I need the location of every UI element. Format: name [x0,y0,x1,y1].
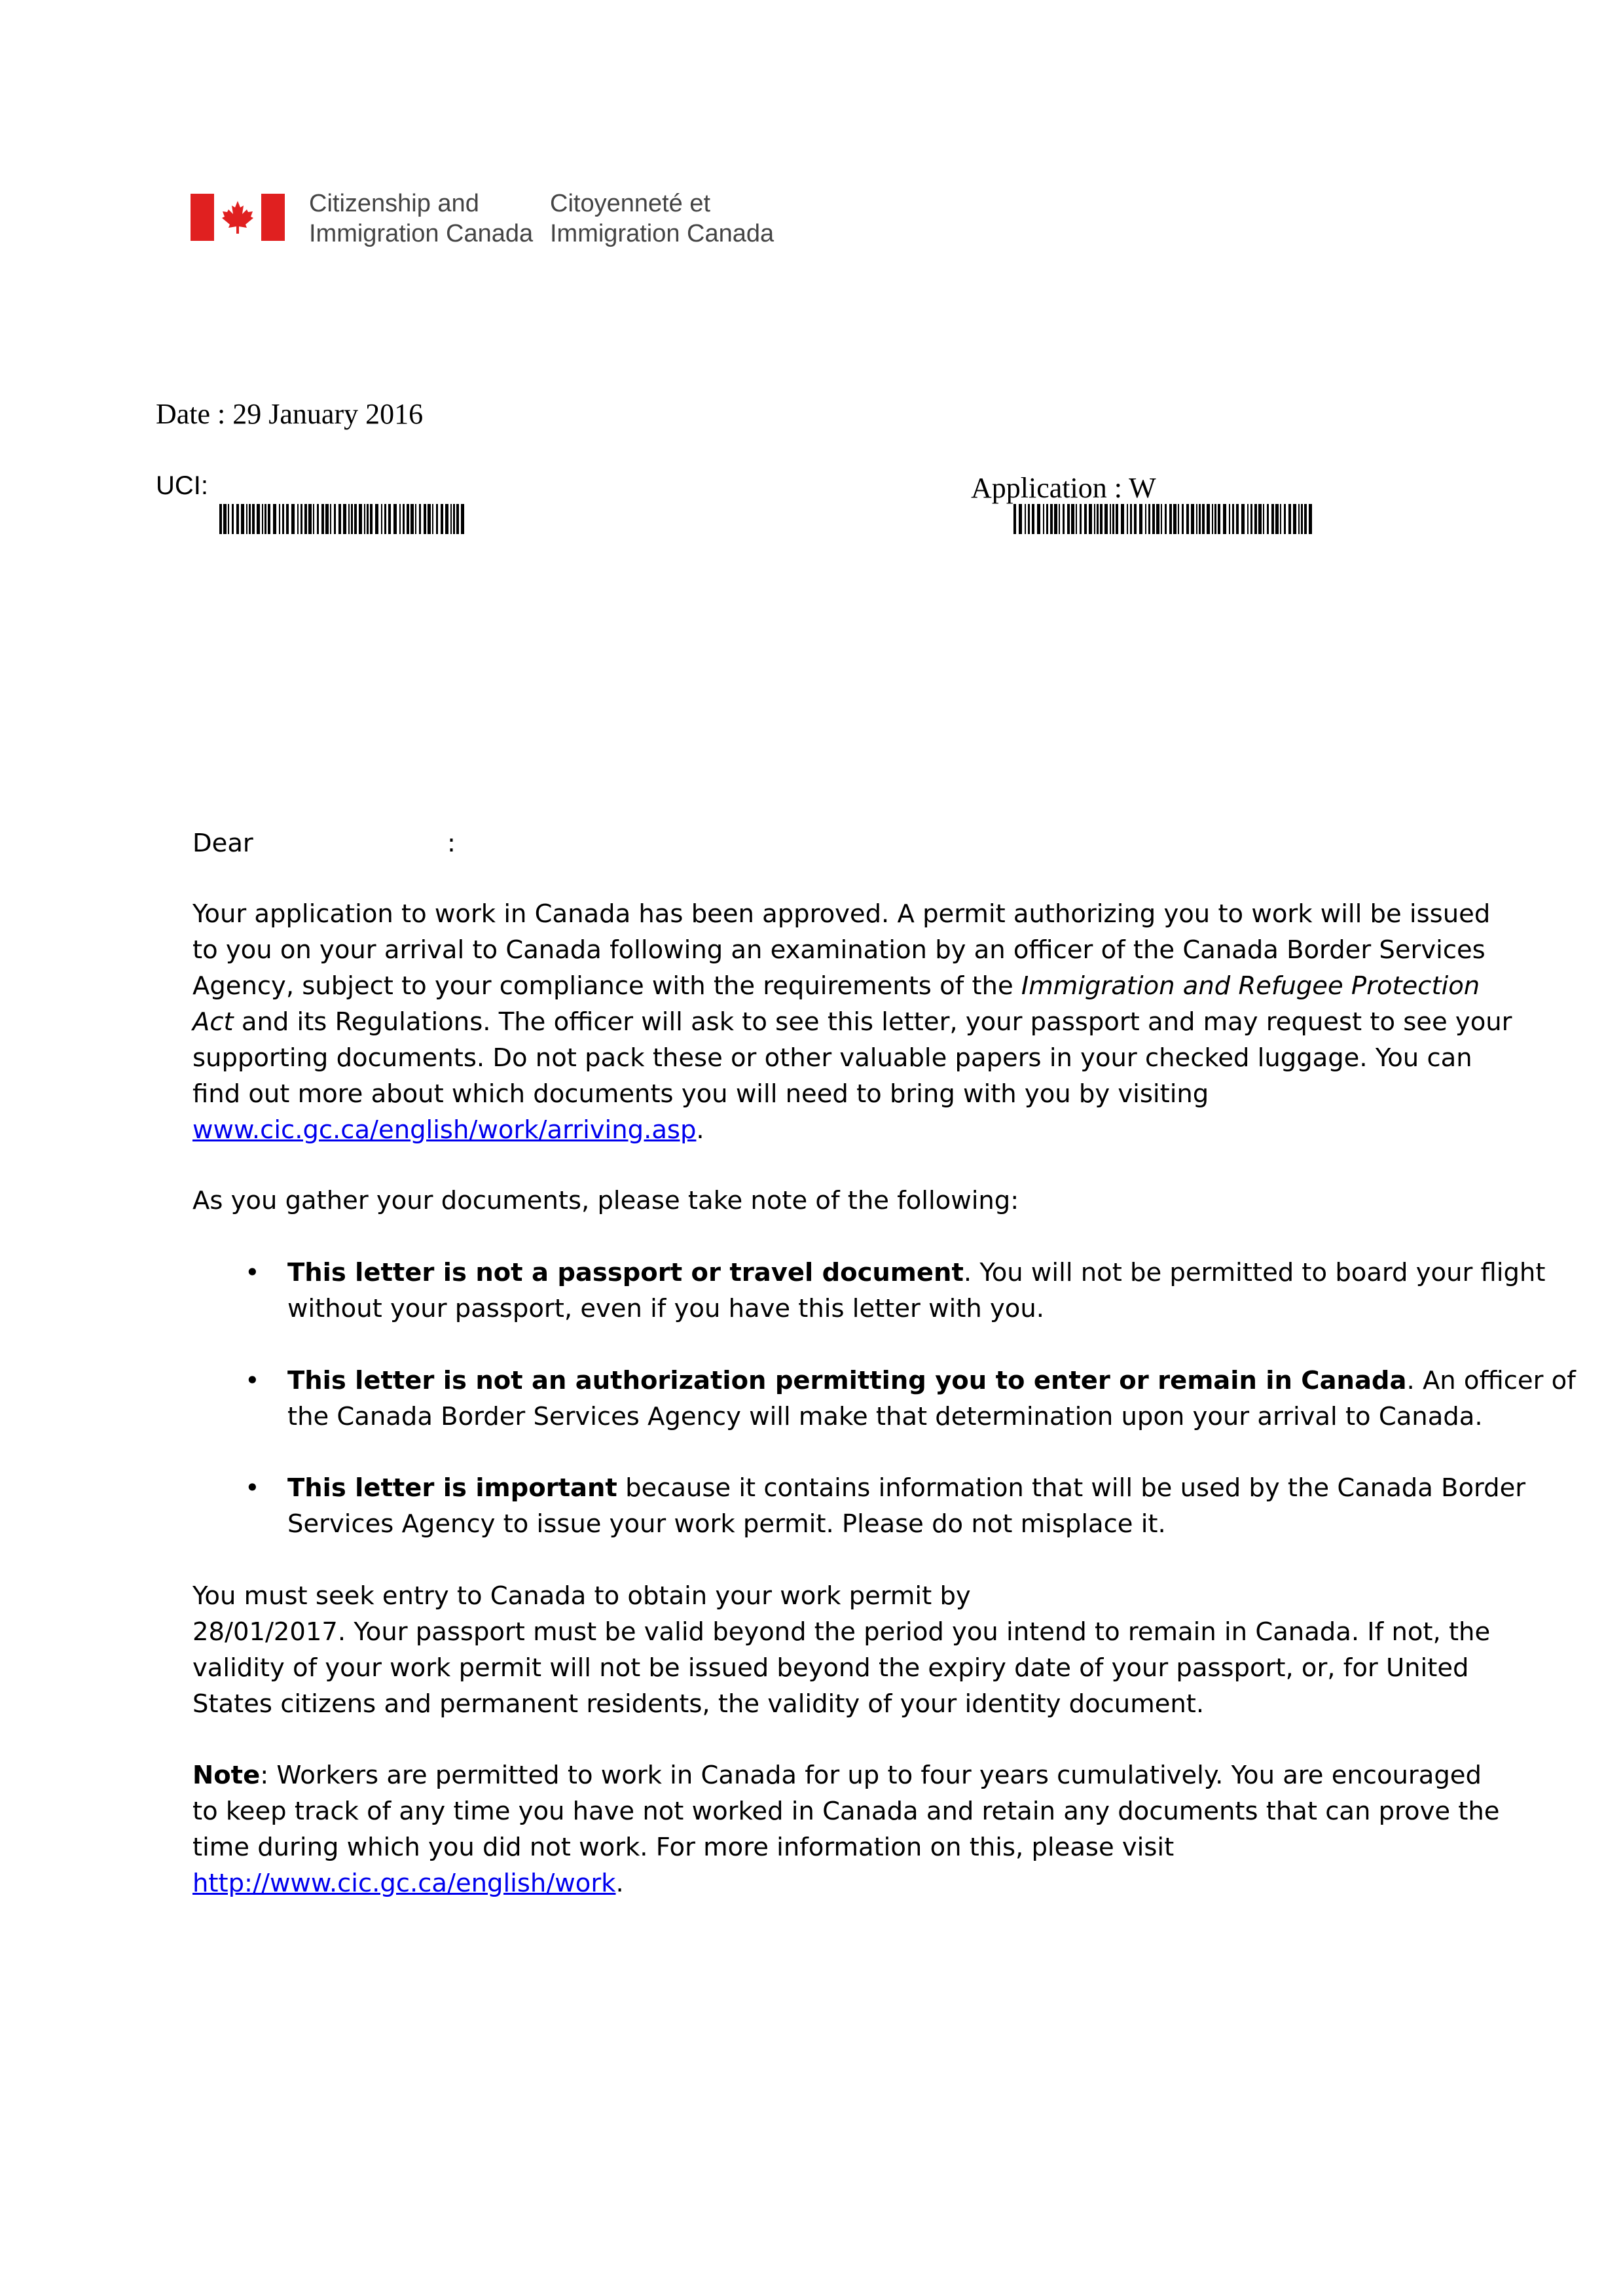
barcode-bar [304,504,307,534]
paragraph-line [192,1112,1450,1148]
barcode-bar [364,504,365,534]
barcode-bar [450,504,452,534]
barcode-bar [1116,504,1118,534]
bullet-bold-text: This letter is not a passport or travel document [287,1258,964,1287]
barcode-bar [297,504,299,534]
barcode-bar [1032,504,1034,534]
barcode-bar [1028,504,1030,534]
barcode-bar [375,504,378,534]
barcode-bar [1232,504,1234,534]
barcode-bar [1025,504,1026,534]
barcode-bar [279,504,280,534]
text-run: Agency, subject to your compliance with the requirements of the [192,971,1021,1001]
barcode-bar [1169,504,1172,534]
flag-right-bar [261,194,285,241]
dept-fr-line-2: Immigration Canada [550,220,775,247]
bullet-line [287,1470,1526,1506]
barcode-bar [257,504,260,534]
barcode-bar [1186,504,1189,534]
text-run: . An officer of [1406,1366,1576,1395]
paragraph-line [192,1865,1450,1901]
barcode-bar [1207,504,1210,534]
barcode-bar [338,504,341,534]
barcode-bar [432,504,433,534]
barcode-bar [1223,504,1226,534]
barcode-bar [246,504,247,534]
barcode-bar [343,504,346,534]
barcode-bar [370,504,373,534]
barcode-bar [1271,504,1274,534]
dept-en-line-2: Immigration Canada [309,220,534,247]
barcode-bar [1110,504,1111,534]
bullet-icon: • [245,1258,260,1287]
barcode-bar [1196,504,1197,534]
salutation-colon: : [447,829,456,858]
department-name-english [309,188,533,249]
barcode-bar [348,504,350,534]
uci-label: UCI: [156,471,208,500]
entry-deadline-paragraph [192,1578,1491,1722]
barcode-bar [399,504,401,534]
barcode-bar [1089,504,1092,534]
barcode-bar [1218,504,1220,534]
barcode-bar [1214,504,1216,534]
bullet-bold-text: This letter is not an authorization permitting you to enter or remain in Canada [287,1366,1407,1395]
barcode-bar [410,504,414,534]
barcode-bar [1275,504,1279,534]
barcode-bar [1152,504,1155,534]
barcode-bar [1280,504,1281,534]
paragraph-line [192,1004,1512,1040]
dept-en-line-1: Citizenship and [309,190,479,217]
barcode-bar [1236,504,1239,534]
barcode-bar [407,504,409,534]
barcode-bar [301,504,302,534]
barcode-bar [273,504,276,534]
barcode-bar [264,504,266,534]
uci-barcode [219,504,468,534]
barcode-bar [419,504,421,534]
barcode-bar [1130,504,1132,534]
barcode-bar [424,504,426,534]
arriving-link[interactable]: www.cic.gc.ca/english/work/arriving.asp [192,1115,697,1145]
barcode-bar [1059,504,1060,534]
barcode-bar [1148,504,1150,534]
barcode-bar [1054,504,1057,534]
barcode-bar [262,504,263,534]
bullet-icon: • [245,1473,260,1503]
barcode-bar [441,504,443,534]
barcode-bar [1067,504,1070,534]
paragraph-line: to you on your arrival to Canada following an examination by an officer of the Canada Border Services [192,935,1486,965]
barcode-bar [236,504,239,534]
barcode-bar [308,504,312,534]
barcode-bar [313,504,314,534]
barcode-bar [291,504,295,534]
barcode-bar [241,504,244,534]
barcode-bar [1161,504,1162,534]
barcode-bar [384,504,386,534]
paragraph-line: 28/01/2017. Your passport must be valid beyond the period you intend to remain in Canada. If not, the [192,1617,1491,1647]
bullet-line [287,1363,1576,1399]
barcode-bar [1173,504,1176,534]
barcode-bar [1094,504,1095,534]
approval-paragraph [192,896,1512,1148]
barcode-bar [354,504,357,534]
canada-flag-logo [191,194,285,241]
barcode-bar [1178,504,1179,534]
barcode-bar [453,504,455,534]
note-label: Note [192,1761,261,1790]
text-run: and its Regulations. The officer will ask to see this letter, your passport and may request to see your [233,1007,1512,1037]
text-run: . [615,1869,624,1898]
barcode-bar [359,504,362,534]
barcode-bar [351,504,353,534]
barcode-bar [1063,504,1065,534]
barcode-bar [1139,504,1142,534]
barcode-bar [1191,504,1194,534]
barcode-bar [1254,504,1257,534]
bullet-text [287,1470,1526,1542]
barcode-bar [1284,504,1286,534]
barcode-bar [1202,504,1205,534]
barcode-bar [1127,504,1128,534]
paragraph-line: find out more about which documents you will need to bring with you by visiting [192,1079,1209,1109]
barcode-bar [381,504,382,534]
barcode-bar [1263,504,1264,534]
paragraph-line: validity of your work permit will not be issued beyond the expiry date of your passport, or, for United [192,1653,1469,1683]
barcode-bar [232,504,234,534]
barcode-bar [228,504,229,534]
barcode-bar [317,504,319,534]
gather-paragraph: As you gather your documents, please take note of the following: [192,1186,1019,1215]
barcode-bar [393,504,397,534]
barcode-bar [1182,504,1184,534]
barcode-bar [388,504,391,534]
barcode-bar [1241,504,1245,534]
barcode-bar [367,504,369,534]
barcode-bar [436,504,438,534]
letter-date: Date : 29 January 2016 [156,398,424,430]
barcode-bar [1019,504,1022,534]
barcode-bar [428,504,431,534]
barcode-bar [1165,504,1167,534]
text-run: because it contains information that will be used by the Canada Border [617,1473,1526,1503]
barcode-bar [219,504,222,534]
barcode-bar [1134,504,1137,534]
dept-fr-line-1: Citoyenneté et [550,190,711,217]
bullet-icon: • [245,1366,260,1395]
barcode-bar [223,504,227,534]
bullet-line: without your passport, even if you have this letter with you. [287,1294,1044,1323]
bullet-line [287,1255,1546,1291]
application-label: Application : W [971,472,1156,504]
barcode-bar [1121,504,1124,534]
barcode-bar [1043,504,1044,534]
bullet-text [287,1255,1546,1327]
maple-leaf-icon [221,200,255,235]
paragraph-line: time during which you did not work. For more information on this, please visit [192,1833,1175,1862]
barcode-bar [1309,504,1312,534]
barcode-bar [1304,504,1307,534]
barcode-bar [1080,504,1082,534]
barcode-bar [334,504,336,534]
barcode-bar [325,504,329,534]
barcode-bar [1037,504,1040,534]
work-info-link[interactable]: http://www.cic.gc.ca/english/work [192,1869,616,1898]
barcode-bar [1288,504,1291,534]
barcode-bar [1104,504,1108,534]
barcode-bar [268,504,270,534]
barcode-bar [1212,504,1213,534]
barcode-bar [1156,504,1159,534]
barcode-bar [1199,504,1201,534]
barcode-bar [330,504,331,534]
barcode-bar [286,504,289,534]
salutation: Dear [192,829,253,858]
department-name-french [550,188,774,249]
barcode-bar [1298,504,1300,534]
barcode-bar [1258,504,1262,534]
barcode-bar [1084,504,1087,534]
bullet-line: the Canada Border Services Agency will make that determination upon your arrival to Canada. [287,1402,1483,1431]
text-run: . You will not be permitted to board your flight [963,1258,1546,1287]
act-title-italic: Immigration and Refugee Protection [1021,971,1480,1001]
barcode-bar [461,504,464,534]
barcode-bar [1071,504,1074,534]
paragraph-line: to keep track of any time you have not worked in Canada and retain any documents that can prove the [192,1797,1500,1826]
barcode-bar [1046,504,1048,534]
barcode-bar [1247,504,1249,534]
paragraph-line: States citizens and permanent residents, the validity of your identity document. [192,1689,1205,1719]
flag-left-bar [191,194,214,241]
barcode-bar [456,504,459,534]
barcode-bar [321,504,324,534]
barcode-bar [1145,504,1146,534]
bullet-text [287,1363,1576,1435]
barcode-bar [1250,504,1252,534]
paragraph-line: Your application to work in Canada has been approved. A permit authorizing you to work will be issued [192,899,1491,929]
barcode-bar [1076,504,1077,534]
barcode-bar [282,504,284,534]
barcode-bar [1050,504,1053,534]
barcode-bar [1229,504,1230,534]
barcode-bar [1097,504,1099,534]
text-run: . [696,1115,704,1145]
barcode-bar [1293,504,1296,534]
bullet-bold-text: This letter is important [287,1473,617,1503]
barcode-bar [403,504,405,534]
barcode-bar [1100,504,1103,534]
act-title-italic: Act [192,1007,234,1037]
note-paragraph [192,1757,1500,1901]
barcode-bar [445,504,448,534]
barcode-bar [1267,504,1269,534]
barcode-bar [252,504,255,534]
bullet-line: Services Agency to issue your work permit. Please do not misplace it. [287,1509,1166,1539]
paragraph-line: You must seek entry to Canada to obtain your work permit by [192,1581,971,1611]
barcode-bar [1112,504,1114,534]
barcode-bar [415,504,416,534]
flag-center [214,194,261,241]
paragraph-line: supporting documents. Do not pack these or other valuable papers in your checked luggage. You can [192,1043,1472,1073]
application-barcode [1013,504,1315,534]
barcode-bar [1301,504,1303,534]
paragraph-line [192,1757,1482,1793]
paragraph-line [192,968,1480,1004]
text-run: : Workers are permitted to work in Canada for up to four years cumulatively. You are encouraged [260,1761,1482,1790]
barcode-bar [1013,504,1016,534]
barcode-bar [249,504,251,534]
